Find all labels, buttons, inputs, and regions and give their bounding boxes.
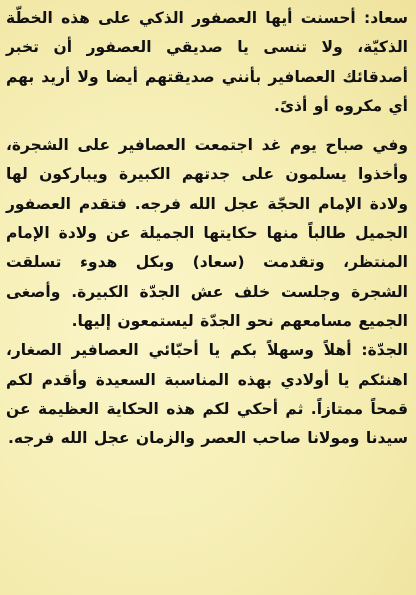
speaker-grandmother: الجدّة: — [361, 341, 408, 360]
grandmother-speech-text: أهلاً وسهلاً بكم يا أحبّائي العصافير الصغار، اهنئكم يا أولادي بهذه المناسبة السعيدة وأقدم لكم قمحاً ممتازاً. ثم أحكي لكم هذه الحكاية العظيمة عن سيدنا ومولانا صاحب العصر والزمان عجل الله فرجه. — [6, 341, 408, 448]
story-text — [6, 4, 408, 453]
grandmother-speech — [6, 336, 408, 453]
saad-speech — [6, 4, 408, 121]
paragraph-gap — [6, 121, 408, 131]
narration-paragraph: وفي صباح يوم غد اجتمعت العصافير على الشجرة، وأخذوا يسلمون على جدتهم الكبيرة ويباركون لها ولادة الإمام الحجّة عجل الله فرجه. فتقدم العصفور الجميل طالباً منها حكايتها الجميلة عن ولادة الإمام المنتظر، وتقدمت (سعاد) وبكل هدوء تسلقت الشجرة وجلست خلف عش الجدّة الكبيرة. وأصغى الجميع مسامعهم نحو الجدّة ليستمعون إليها. — [6, 136, 408, 330]
speaker-saad: سعاد: — [364, 9, 408, 27]
saad-speech-text: أحسنت أيها العصفور الذكي على هذه الخطّة الذكيّة، ولا تنسى يا صديقي العصفور أن تخبر أصدقائك العصافير بأنني صديقتهم أيضا ولا أريد بهم أي مكروه أو أذىً. — [6, 9, 408, 115]
